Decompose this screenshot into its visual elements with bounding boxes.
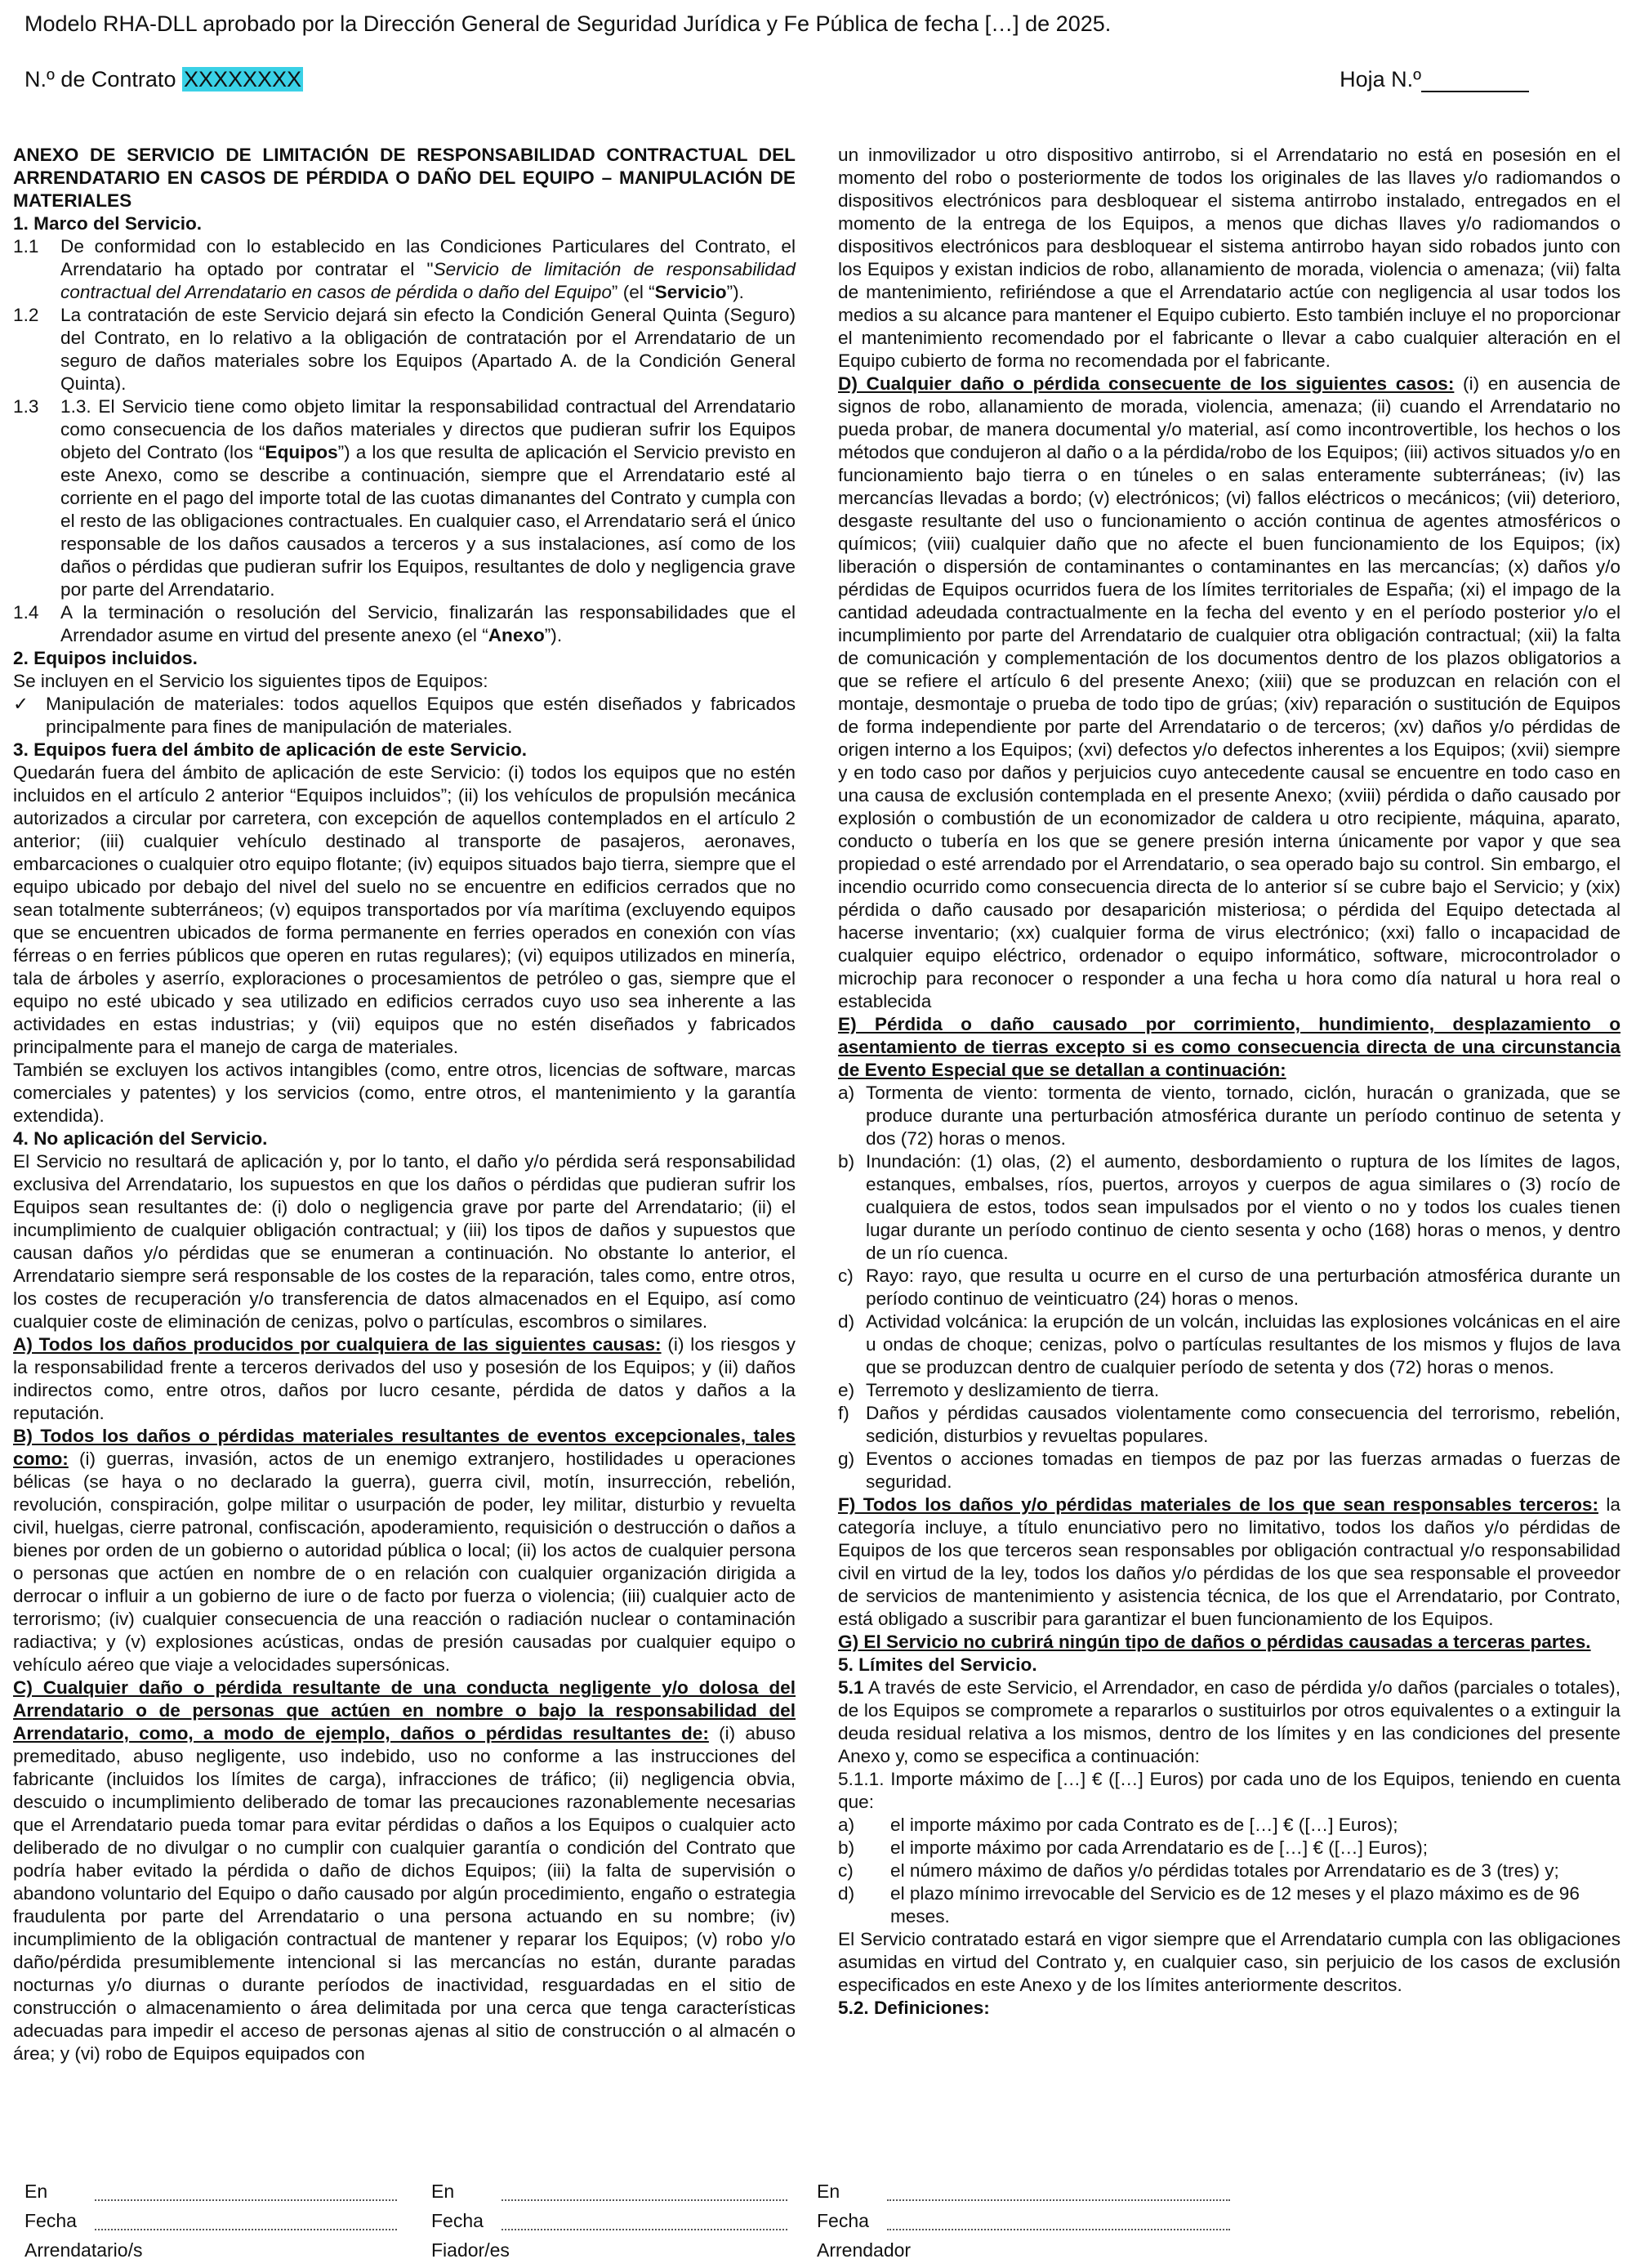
clause-1-3: 1.3 1.3. El Servicio tiene como objeto limitar la responsabilidad contractual del Arrendatario como consecuencia de los daños materiales y directos que pudieran sufrir los Equipos objeto del Contrato (los “Equipos”) a los que resulta de aplicación el Servicio previsto en este Anexo, como se describe a continuación, siempre que el Arrendatario esté al corriente en el pago del importe total de las cuotas dimanantes del Contrato y cumpla con el resto de las obligaciones contractuales. En cualquier caso, el Arrendatario será el único responsable de los daños causados a terceros y a sus instalaciones, así como de los daños o pérdidas que pudieran sufrir los Equipos, resultantes de dolo y negligencia grave por parte del Arrendatario.	[13, 396, 796, 600]
special-events-list	[838, 1082, 1620, 1493]
exclusion-c: C) Cualquier daño o pérdida resultante de una conducta negligente y/o dolosa del Arrendatario o de personas que actúen en nombre o bajo la responsabilidad del Arrendatario, como, a modo de ejemplo, daños o pérdidas resultantes de: (i) abuso premeditado, abuso negligente, uso indebido, uso no conforme a las instrucciones del fabricante (incluidos los límites de carga), infracciones de tráfico; (ii) negligencia obvia, descuido o incumplimiento deliberado de tomar las precauciones razonablemente necesarias que el Arrendatario pueda tomar para evitar pérdidas o daños a los Equipos o cualquier acto deliberado de no divulgar o no cumplir con cualquier garantía o condición del Contrato que podría haber evitado la pérdida o daño de dichos Equipos; (iii) la falta de supervisión o abandono voluntario del Equipo o daño causado por algún procedimiento, engaño o estrategia fraudulenta por parte del Arrendatario o una persona actuando en su nombre; (iv) incumplimiento de la obligación contractual de mantener y reparar los Equipos; (v) robo y/o daño/pérdida presumiblemente intencional si las mercancías no están, durante paradas nocturnas y/o diurnas o durante períodos de inactividad, resguardadas en el sitio de construcción o almacenamiento o área delimitada por una cerca que tenga características adecuadas para impedir el acceso de personas ajenas al sitio de construcción o al almacén o área; y (vi) robo de Equipos equipados con	[13, 1677, 796, 2064]
list-item: g) Eventos o acciones tomadas en tiempos de paz por las fuerzas armadas o fuerzas de seguridad.	[838, 1449, 1620, 1492]
signer-role: Arrendador	[817, 2239, 912, 2261]
list-item: f) Daños y pérdidas causados violentamente como consecuencia del terrorismo, rebelión, sedición, disturbios y revueltas populares.	[838, 1403, 1620, 1446]
contract-label: N.º de Contrato	[25, 67, 176, 92]
signature-block-tenant: En Fecha Arrendatario/s	[25, 2176, 397, 2265]
contract-number-line	[25, 67, 303, 92]
place-line[interactable]	[502, 2181, 787, 2201]
signer-role: Arrendatario/s	[25, 2239, 143, 2261]
place-line[interactable]	[95, 2181, 397, 2201]
list-item: d) el plazo mínimo irrevocable del Servicio es de 12 meses y el plazo máximo es de 96 meses.	[838, 1883, 1580, 1926]
list-item: d) Actividad volcánica: la erupción de un volcán, incluidas las explosiones volcánicas en el aire u ondas de choque; cenizas, polvo o partículas resultantes de los mismos y flujos de lava que se produzcan dentro de cualquier período de setenta y dos (72) horas o menos.	[838, 1311, 1620, 1377]
list-item: c) Rayo: rayo, que resulta u ocurre en el curso de una perturbación atmosférica durante un período continuo de veinticuatro (24) horas o menos.	[838, 1266, 1620, 1309]
section-2-heading: 2. Equipos incluidos.	[13, 648, 198, 668]
date-line[interactable]	[502, 2211, 787, 2230]
signature-block-guarantor: En Fecha Fiador/es	[431, 2176, 787, 2265]
signature-block-lessor: En Fecha Arrendador	[817, 2176, 1230, 2265]
section-4-heading: 4. No aplicación del Servicio.	[13, 1128, 268, 1149]
list-item: c) el número máximo de daños y/o pérdidas totales por Arrendatario es de 3 (tres) y;	[838, 1860, 1559, 1881]
section-3-paragraph-2: También se excluyen los activos intangibles (como, entre otros, licencias de software, marcas comerciales y patentes) y los servicios (como, entre otros, el mantenimiento y la garantía extendida).	[13, 1060, 796, 1126]
clause-1-4: 1.4 A la terminación o resolución del Servicio, finalizarán las responsabilidades que el Arrendador asume en virtud del presente anexo (el “Anexo”).	[13, 602, 796, 645]
list-item: a) el importe máximo por cada Contrato es de […] € ([…] Euros);	[838, 1815, 1398, 1835]
left-column	[13, 144, 796, 2065]
section-2-intro: Se incluyen en el Servicio los siguientes tipos de Equipos:	[13, 671, 488, 691]
section-5-heading: 5. Límites del Servicio.	[838, 1654, 1037, 1675]
sheet-number-blank	[1421, 69, 1529, 92]
clause-5-1: 5.1 A través de este Servicio, el Arrendador, en caso de pérdida y/o daños (parciales o totales), de los Equipos se compromete a repararlos o sustituirlos por otros equivalentes o a extinguir la deuda residual relativa a los mismos, dentro de los límites y en las condiciones del presente Anexo y, como se especifica a continuación:	[838, 1677, 1620, 1766]
exclusion-d: D) Cualquier daño o pérdida consecuente de los siguientes casos: (i) en ausencia de signos de robo, allanamiento de morada, violencia, amenaza; (ii) cuando el Arrendatario no pueda probar, de manera documental y/o material, así como incontrovertible, los hechos o los métodos que condujeron al daño o a la pérdida/robo de los Equipos; (iii) activos situados y/o en funcionamiento bajo tierra o en túneles o en salas enteramente subterráneas; (iv) las mercancías llevadas a bordo; (v) electrónicos; (vi) fallos eléctricos o mecánicos; (vii) deterioro, desgaste resultante del uso o funcionamiento o acción continua de agentes atmosféricos o químicos; (viii) cualquier daño que no afecte el buen funcionamiento de los Equipos; (ix) liberación o dispersión de contaminantes o contaminantes en las mercancías; (x) daños y/o pérdidas de Equipos ocurridos fuera de los límites territoriales de España; (xi) el impago de la cantidad adeudada contractualmente en la fecha del evento y en el período posterior y/o el incumplimiento por parte del Arrendatario de cualquier otra obligación contractual; (xii) la falta de comunicación y complementación de los documentos dentro de los plazos obligatorios a que se refiere el artículo 6 del presente Anexo; (xiii) que se produzcan en relación con el montaje, desmontaje o prueba de todo tipo de grúas; (xiv) reparación o sustitución de Equipos de forma independiente por parte del Arrendatario o de terceros; (xv) daños y/o pérdidas de origen interno a los Equipos; (xvi) defectos y/o defectos inherentes a los Equipos; (xvii) siempre y en todo caso por daños y perjuicios cuyo antecedente causal se encuentre en todo caso en una causa de exclusión contemplada en el presente Anexo; (xviii) pérdida o daño causado por explosión o combustión de un economizador de caldera u otro recipiente, máquina, aparato, conducto o tubería en los que se genere presión interna únicamente por vapor y que sea propiedad o esté arrendado por el Arrendatario, o sea operado bajo su control. Sin embargo, el incendio ocurrido como consecuencia directa de lo anterior sí se cubre bajo el Servicio; y (xix) pérdida o daño causado por desaparición misteriosa; o pérdida del Equipo detectada al hacerse inventario; (xx) cualquier forma de virus electrónico; (xxi) fallo o incapacidad de cualquier equipo eléctrico, ordenador o equipo informático, software, microcontrolador o microchip para reconocer o responder a una fecha u hora como día natural u hora real o establecida	[838, 373, 1620, 1011]
clause-5-1-1: 5.1.1. Importe máximo de […] € ([…] Euros) por cada uno de los Equipos, teniendo en cuenta que:	[838, 1769, 1620, 1812]
section-4-paragraph: El Servicio no resultará de aplicación y, por lo tanto, el daño y/o pérdida será responsabilidad exclusiva del Arrendatario, los supuestos en que los daños o pérdidas que pudieran sufrir los Equipos sean resultantes de: (i) dolo o negligencia grave por parte del Arrendatario; (ii) el incumplimiento de cualquier obligación contractual; y (iii) los tipos de daños y supuestos que causan daños y/o pérdidas que se enumeran a continuación. No obstante lo anterior, el Arrendatario siempre será responsable de los costes de la reparación, tales como, entre otros, los costes de recuperación y/o transferencia de datos almacenados en el Equipo, así como cualquier coste de eliminación de cenizas, polvo o partículas, escombros o similares.	[13, 1151, 796, 1332]
exclusion-b: B) Todos los daños o pérdidas materiales resultantes de eventos excepcionales, tales como: (i) guerras, invasión, actos de un enemigo extranjero, hostilidades u operaciones bélicas (se haya o no declarado la guerra), guerra civil, motín, insurrección, rebelión, revolución, conspiración, golpe militar o usurpación de poder, ley militar, disturbio y revuelta civil, huelgas, cierre patronal, confiscación, apoderamiento, requisición o destrucción o daños a bienes por orden de un gobierno o autoridad pública o local; (ii) los actos de cualquier persona o personas que actúen en nombre de o en relación con cualquier organización dirigida a derrocar o influir a un gobierno de iure o de facto por fuerza o violencia; (iii) cualquier acto de terrorismo; (iv) cualquier consecuencia de una reacción o radiación nuclear o contaminación radiactiva; y (v) explosiones acústicas, ondas de presión causadas por cualquier equipo o vehículo aéreo que viaje a velocidades supersónicas.	[13, 1426, 796, 1675]
exclusion-g: G) El Servicio no cubrirá ningún tipo de daños o pérdidas causadas a terceras partes.	[838, 1632, 1591, 1652]
contract-number-value: XXXXXXXX	[183, 67, 302, 92]
signer-role: Fiador/es	[431, 2239, 510, 2261]
checkmark-icon: ✓	[13, 694, 29, 714]
included-equipment-item: ✓ Manipulación de materiales: todos aquellos Equipos que estén diseñados y fabricados principalmente para fines de manipulación de materiales.	[13, 694, 796, 737]
clause-1-2: 1.2 La contratación de este Servicio dejará sin efecto la Condición General Quinta (Seguro) del Contrato, en lo relativo a la obligación de contratación por el Arrendatario de un seguro de daños materiales sobre los Equipos (Apartado A. de la Condición General Quinta).	[13, 305, 796, 394]
sheet-number	[1340, 67, 1529, 92]
place-line[interactable]	[887, 2181, 1230, 2201]
exclusion-a: A) Todos los daños producidos por cualquiera de las siguientes causas: (i) los riesgos y la responsabilidad frente a terceros derivados del uso y posesión de los Equipos; y (ii) daños indirectos como, entre otros, daños por lucro cesante, pérdida de datos y daños a la reputación.	[13, 1334, 796, 1423]
clause-5-2-heading: 5.2. Definiciones:	[838, 1998, 990, 2018]
annex-title: ANEXO DE SERVICIO DE LIMITACIÓN DE RESPONSABILIDAD CONTRACTUAL DEL ARRENDATARIO EN CASOS DE PÉRDIDA O DAÑO DEL EQUIPO – MANIPULACIÓN DE MATERIALES	[13, 145, 796, 211]
right-column	[838, 144, 1620, 2020]
section-1-heading: 1. Marco del Servicio.	[13, 213, 203, 234]
exclusion-c-continued: un inmovilizador u otro dispositivo antirrobo, si el Arrendatario no está en posesión en el momento del robo o posteriormente de todos los originales de las llaves y/o radiomandos o dispositivos electrónicos para desbloquear el sistema antirrobo instalado, entregados en el momento de la entrega de los Equipos, a menos que dichas llaves y/o radiomandos o dispositivos electrónicos para desbloquear el sistema antirrobo hayan sido robados junto con los Equipos y existan indicios de robo, allanamiento de morada, violencia o amenaza; (vii) falta de mantenimiento, refiriéndose a que el Arrendatario actúe con negligencia al usar todos los medios a su alcance para mantener el Equipo cubierto. Esto también incluye el no proporcionar el mantenimiento recomendado por el fabricante o llevar a cabo cualquier alteración en el Equipo cubierto de forma no recomendada por el fabricante.	[838, 145, 1620, 371]
sheet-label: Hoja N.º	[1340, 67, 1421, 92]
list-item: b) Inundación: (1) olas, (2) el aumento, desbordamiento o ruptura de los límites de lagos, estanques, embalses, ríos, puertos, arroyos y cuerpos de agua similares o (3) rocío de cualquiera de estos, todos sean impulsados por el viento o no y todos los cuales tienen lugar durante un período continuo de ciento sesenta y ocho (168) horas o menos, y dentro de un río cuenca.	[838, 1151, 1620, 1263]
limits-list	[838, 1814, 1620, 1928]
list-item: b) el importe máximo por cada Arrendatario es de […] € ([…] Euros);	[838, 1837, 1428, 1858]
exclusion-e: E) Pérdida o daño causado por corrimiento, hundimiento, desplazamiento o asentamiento de tierras excepto si es como consecuencia directa de una circunstancia de Evento Especial que se detallan a continuación:	[838, 1014, 1620, 1080]
exclusion-f: F) Todos los daños y/o pérdidas materiales de los que sean responsables terceros: la categoría incluye, a título enunciativo pero no limitativo, todos los daños y/o pérdidas de Equipos de los que terceros sean responsables por obligación contractual y/o responsabilidad civil en virtud de la ley, todos los daños y/o pérdidas de los que sea responsable el proveedor de servicios de mantenimiento y asistencia técnica, de los que el Arrendatario, por Contrato, está obligado a suscribir para garantizar el buen funcionamiento de los Equipos.	[838, 1494, 1620, 1629]
section-5-paragraph: El Servicio contratado estará en vigor siempre que el Arrendatario cumpla con las obligaciones asumidas en virtud del Contrato y, en cualquier caso, sin perjuicio de los casos de exclusión especificados en este Anexo y de los límites anteriormente descritos.	[838, 1929, 1620, 1995]
section-3-heading: 3. Equipos fuera del ámbito de aplicación de este Servicio.	[13, 739, 528, 760]
section-3-paragraph-1: Quedarán fuera del ámbito de aplicación de este Servicio: (i) todos los equipos que no estén incluidos en el artículo 2 anterior “Equipos incluidos”; (ii) los vehículos de propulsión mecánica autorizados a circular por carretera, con excepción de aquellos contemplados en el artículo 2 anterior; (iii) cualquier vehículo destinado al transporte de pasajeros, aeronaves, embarcaciones o cualquier otro equipo flotante; (iv) equipos situados bajo tierra, siempre que el equipo ubicado por debajo del nivel del suelo no se encuentre en edificios cerrados que no sean totalmente subterráneos; (v) equipos transportados por vía marítima (excluyendo equipos que se encuentren ubicados de forma permanente en ferries operados en conexión con vías férreas o en ferries públicos que operen en rutas regulares); (vi) equipos utilizados en minería, tala de árboles y aserrío, exploraciones o procesamientos de petróleo o gas, siempre que el equipo no esté ubicado y sea utilizado en edificios cerrados cuyo uso sea inherente a las actividades en estas industrias; y (vii) equipos que no estén diseñados y fabricados principalmente para el manejo de carga de materiales.	[13, 762, 796, 1057]
list-item: a) Tormenta de viento: tormenta de viento, tornado, ciclón, huracán o granizada, que se produce durante una perturbación atmosférica durante un período continuo de setenta y dos (72) horas o menos.	[838, 1083, 1620, 1149]
clause-1-1: 1.1 De conformidad con lo establecido en las Condiciones Particulares del Contrato, el Arrendatario ha optado por contratar el "Servicio de limitación de responsabilidad contractual del Arrendatario en casos de pérdida o daño del Equipo” (el “Servicio”).	[13, 236, 796, 302]
model-approval-line: Modelo RHA-DLL aprobado por la Dirección General de Seguridad Jurídica y Fe Pública de fecha […] de 2025.	[25, 11, 1112, 36]
list-item: e) Terremoto y deslizamiento de tierra.	[838, 1380, 1160, 1400]
date-line[interactable]	[887, 2211, 1230, 2230]
date-line[interactable]	[95, 2211, 397, 2230]
